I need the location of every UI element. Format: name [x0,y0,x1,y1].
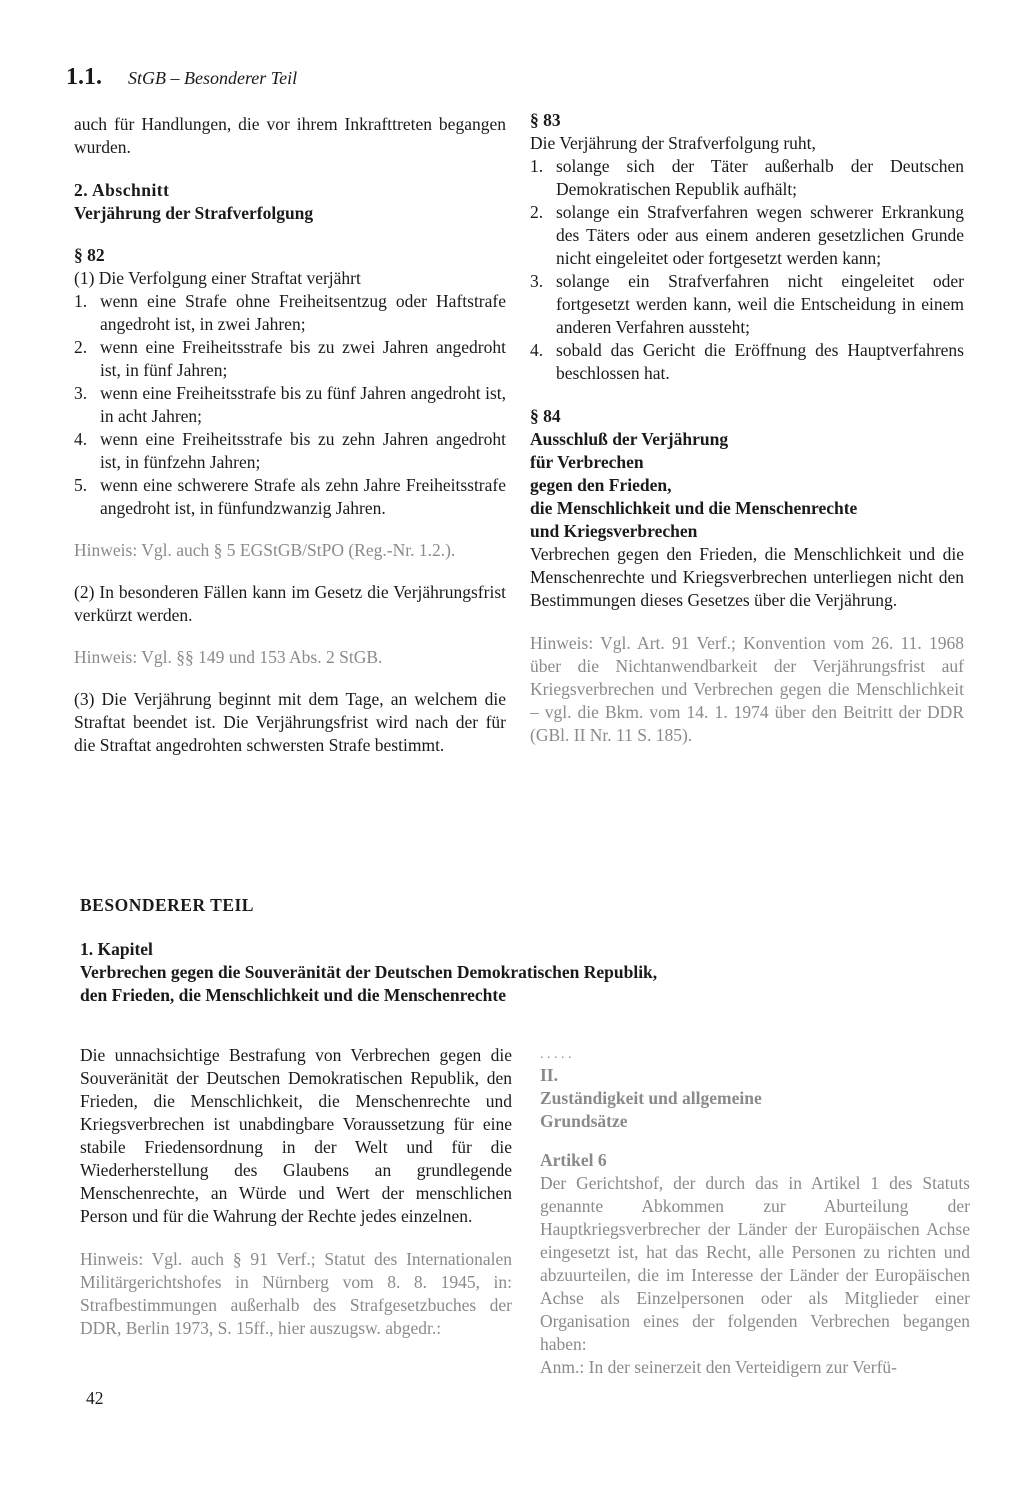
ellipsis: . . . . . [540,1047,572,1062]
intro-text: auch für Handlungen, die vor ihrem Inkrafttreten begangen wurden. [74,114,506,157]
chapter-heading [80,938,780,1007]
running-title: StGB – Besonderer Teil [128,68,298,88]
list-item: 4. wenn eine Freiheitsstrafe bis zu zehn Jahren angedroht ist, in fünfzehn Jahren; [74,429,506,472]
list-item: 1. solange sich der Täter außerhalb der Deutschen Demokratischen Republik aufhält; [530,156,964,199]
note-84: Hinweis: Vgl. Art. 91 Verf.; Konvention vom 26. 11. 1968 über die Nichtanwendbarkeit der Verjährungsfrist auf Kriegsverbrechen und Verbrechen gegen die Menschlichkeit – vgl. die Bkm. vom 14. 1. 1974 über den Beitritt der DDR (GBl. II Nr. 11 S. 185). [530,633,964,745]
paragraph-83-intro: Die Verjährung der Strafverfolgung ruht, [530,133,816,153]
paragraph-84-heading: § 84 [530,406,561,426]
statute-heading-line: Grundsätze [540,1111,628,1131]
paragraph-84-title-line: Ausschluß der Verjährung [530,429,729,449]
chapter-title-line: Verbrechen gegen die Souveränität der Deutschen Demokratischen Republik, [80,962,658,982]
list-item: 4. sobald das Gericht die Eröffnung des Hauptverfahrens beschlossen hat. [530,340,964,383]
list-item: 3. wenn eine Freiheitsstrafe bis zu fünf Jahren angedroht ist, in acht Jahren; [74,383,506,426]
paragraph-83-heading: § 83 [530,110,561,130]
list-item: 5. wenn eine schwerere Strafe als zehn Jahre Freiheitsstrafe angedroht ist, in fünfundzwanzig Jahren. [74,475,506,518]
paragraph-84-title-line: die Menschlichkeit und die Menschenrechte [530,498,858,518]
paragraph-82-intro: (1) Die Verfolgung einer Straftat verjährt [74,268,361,288]
part-label: BESONDERER TEIL [80,895,254,915]
roman-section: II. [540,1065,558,1085]
preamble-text: Die unnachsichtige Bestrafung von Verbrechen gegen die Souveränität der Deutschen Demokratischen Republik, den Frieden, die Menschlichkeit, die Menschenrechte und Kriegsverbrechen ist unabdingbare Voraussetzung für eine stabile Friedensordnung in der Welt und für die Wiederherstellung des Glaubens an grundlegende Menschenrechte, an Würde und Wert der menschlichen Person und für die Wahrung der Rechte jedes einzelnen. [80,1045,512,1226]
right-column [530,109,964,747]
list-item: 2. solange ein Strafverfahren wegen schwerer Erkrankung des Täters oder aus einem anderen gesetzlichen Grunde nicht eingeleitet oder fortgesetzt werden kann; [530,202,964,268]
paragraph-84-title-line: gegen den Frieden, [530,475,672,495]
section-number: 1.1. [66,64,102,90]
list-item: 1. wenn eine Strafe ohne Freiheitsentzug oder Haftstrafe angedroht ist, in zwei Jahren; [74,291,506,334]
running-header [66,64,466,98]
list-item: 3. solange ein Strafverfahren nicht eingeleitet oder fortgesetzt werden kann, weil die Entscheidung in einem anderen Verfahren aussteht; [530,271,964,337]
note-chapter-1: Hinweis: Vgl. auch § 91 Verf.; Statut des Internationalen Militärgerichtshofes in Nürnberg vom 8. 8. 1945, in: Strafbestimmungen außerhalb des Strafgesetzbuches der DDR, Berlin 1973, S. 15ff., hier auszugsw. abgedr.: [80,1249,512,1338]
chapter-title-line: den Frieden, die Menschlichkeit und die Menschenrechte [80,985,506,1005]
statute-heading-line: Zuständigkeit und allgemeine [540,1088,762,1108]
abschnitt-title: Verjährung der Strafverfolgung [74,203,314,223]
article-text: Der Gerichtshof, der durch das in Artikel 1 des Statuts genannte Abkommen zur Aburteilung der Hauptkriegsverbrecher der Länder der Europäischen Achse eingesetzt ist, hat das Recht, alle Personen zu richten und abzuurteilen, die im Interesse der Länder der Europäischen Achse als Einzelpersonen oder als Mitglieder einer Organisation eines der folgenden Verbrechen begangen haben: [540,1173,970,1354]
abschnitt-label: 2. Abschnitt [74,180,170,200]
paragraph-82-3: (3) Die Verjährung beginnt mit dem Tage, an welchem die Straftat beendet ist. Die Verjährungsfrist wird nach der für die Straftat angedrohten schwersten Strafe bestimmt. [74,689,506,755]
annotation-text: Anm.: In der seinerzeit den Verteidigern zur Verfü- [540,1357,897,1377]
paragraph-83-list [530,155,964,385]
paragraph-84-body: Verbrechen gegen den Frieden, die Menschlichkeit und die Menschenrechte und Kriegsverbrechen unterliegen nicht den Bestimmungen dieses Gesetzes über die Verjährung. [530,544,964,610]
paragraph-82-list [74,290,506,520]
bottom-left-column [80,1044,512,1340]
paragraph-84-title-line: für Verbrechen [530,452,644,472]
paragraph-82-2: (2) In besonderen Fällen kann im Gesetz die Verjährungsfrist verkürzt werden. [74,582,506,625]
bottom-right-column [540,1046,970,1379]
list-item: 2. wenn eine Freiheitsstrafe bis zu zwei Jahren angedroht ist, in fünf Jahren; [74,337,506,380]
paragraph-84-title-line: und Kriegsverbrechen [530,521,698,541]
left-column [74,113,506,757]
chapter-label: 1. Kapitel [80,939,153,959]
note-82-1: Hinweis: Vgl. auch § 5 EGStGB/StPO (Reg.-Nr. 1.2.). [74,540,456,560]
note-82-2: Hinweis: Vgl. §§ 149 und 153 Abs. 2 StGB. [74,647,383,667]
article-heading: Artikel 6 [540,1150,607,1170]
paragraph-82-heading: § 82 [74,245,105,265]
page-number: 42 [86,1388,104,1408]
